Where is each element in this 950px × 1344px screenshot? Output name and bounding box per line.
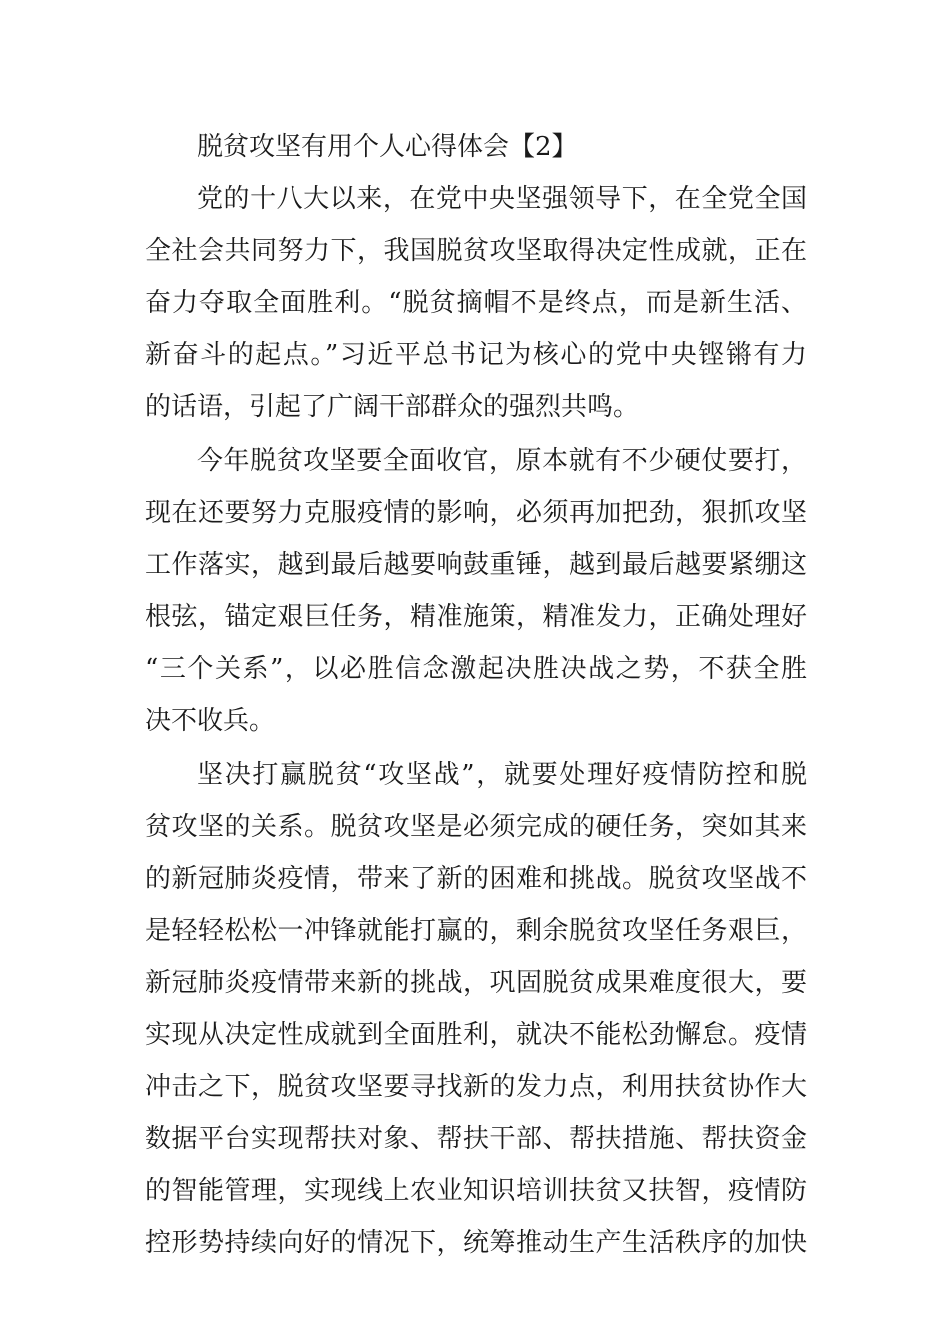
paragraph-line: 新奋斗的起点。”习近平总书记为核心的党中央铿锵有力: [145, 340, 807, 370]
document-title: 脱贫攻坚有用个人心得体会【2】: [197, 132, 578, 162]
paragraph-line: 贫攻坚的关系。脱贫攻坚是必须完成的硬任务，突如其来: [145, 812, 807, 842]
paragraph-line: 是轻轻松松一冲锋就能打赢的，剩余脱贫攻坚任务艰巨，: [145, 916, 807, 946]
paragraph-line: 坚决打赢脱贫“攻坚战”，就要处理好疫情防控和脱: [197, 760, 807, 790]
paragraph-line: 党的十八大以来，在党中央坚强领导下，在全党全国: [197, 184, 807, 214]
paragraph-line: 的话语，引起了广阔干部群众的强烈共鸣。: [145, 392, 640, 422]
paragraph-line: 今年脱贫攻坚要全面收官，原本就有不少硬仗要打，: [197, 446, 807, 476]
paragraph-line: 现在还要努力克服疫情的影响，必须再加把劲，狠抓攻坚: [145, 498, 807, 528]
paragraph-line: 决不收兵。: [145, 706, 276, 736]
paragraph-line: 全社会共同努力下，我国脱贫攻坚取得决定性成就，正在: [145, 236, 807, 266]
paragraph-line: 新冠肺炎疫情带来新的挑战，巩固脱贫成果难度很大，要: [145, 968, 807, 998]
paragraph-line: 的新冠肺炎疫情，带来了新的困难和挑战。脱贫攻坚战不: [145, 864, 807, 894]
paragraph-line: 根弦，锚定艰巨任务，精准施策，精准发力，正确处理好: [145, 602, 807, 632]
paragraph-line: 的智能管理，实现线上农业知识培训扶贫又扶智，疫情防: [145, 1176, 807, 1206]
paragraph-line: 实现从决定性成就到全面胜利，就决不能松劲懈怠。疫情: [145, 1020, 807, 1050]
paragraph-line: 数据平台实现帮扶对象、帮扶干部、帮扶措施、帮扶资金: [145, 1124, 807, 1154]
paragraph-line: “三个关系”，以必胜信念激起决胜决战之势，不获全胜: [145, 654, 807, 684]
paragraph-line: 冲击之下，脱贫攻坚要寻找新的发力点，利用扶贫协作大: [145, 1072, 807, 1102]
paragraph-line: 工作落实，越到最后越要响鼓重锤，越到最后越要紧绷这: [145, 550, 807, 580]
paragraph-line: 奋力夺取全面胜利。“脱贫摘帽不是终点，而是新生活、: [145, 288, 807, 318]
paragraph-line: 控形势持续向好的情况下，统筹推动生产生活秩序的加快: [145, 1228, 807, 1258]
